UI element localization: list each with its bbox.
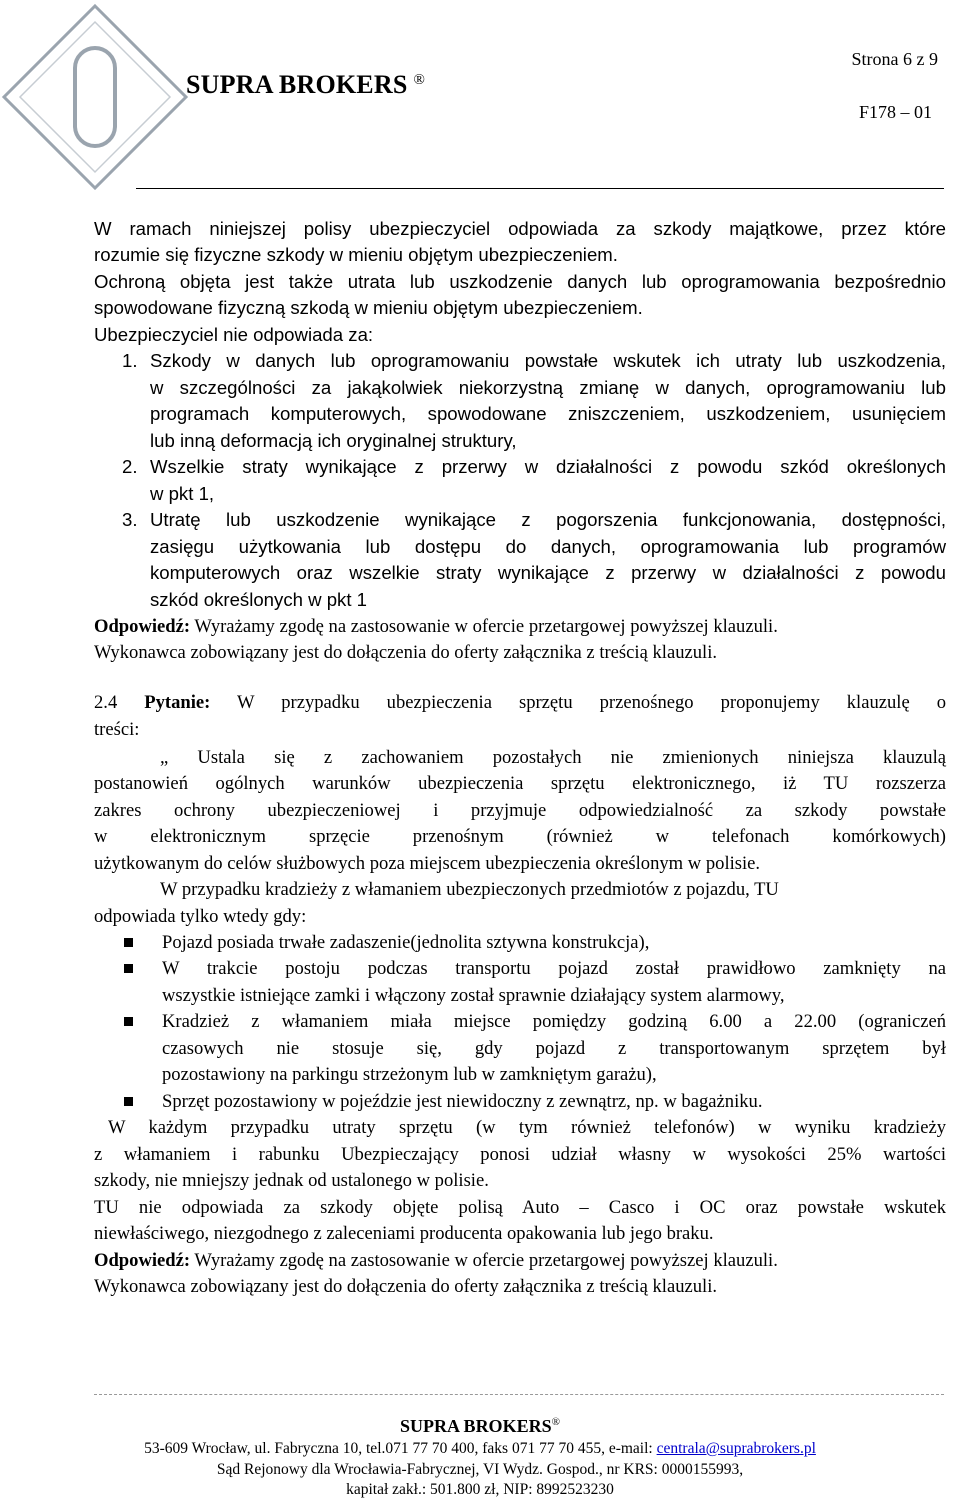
list-item-line: zasięgu użytkowania lub dostępu do danych, oprogramowania lub programów	[150, 536, 946, 557]
list-item-line: Szkody w danych lub oprogramowaniu powstałe wskutek ich utraty lub uszkodzenia,	[150, 350, 946, 371]
question-heading: 2.4 Pytanie: W przypadku ubezpieczenia sprzętu przenośnego proponujemy klauzulę o	[94, 692, 946, 713]
intro-line: rozumie się fizyczne szkody w mieniu objętym ubezpieczeniem.	[94, 244, 618, 265]
footer-address: 53-609 Wrocław, ul. Fabryczna 10, tel.071 77 70 400, faks 071 77 70 455, e-mail: centrala@suprabrokers.pl	[144, 1440, 816, 1457]
list-item-number: 2.	[122, 456, 138, 477]
intro-line: Ubezpieczyciel nie odpowiada za:	[94, 324, 374, 345]
intro-line: W ramach niniejszej polisy ubezpieczyciel odpowiada za szkody majątkowe, przez które	[94, 218, 946, 239]
clause-line: użytkowanym do celów służbowych poza miejscem ubezpieczenia określonym w polisie.	[94, 853, 761, 874]
theft-intro-line: W przypadku kradzieży z włamaniem ubezpieczonych przedmiotów z pojazdu, TU	[160, 879, 779, 900]
answer-line: Wykonawca zobowiązany jest do dołączenia do oferty załącznika z treścią klauzuli.	[94, 1276, 718, 1297]
deductible-line: szkody, nie mniejszy jednak od ustalonego w polisie.	[94, 1170, 489, 1191]
intro-line: Ochroną objęta jest także utrata lub uszkodzenie danych lub oprogramowania bezpośrednio	[94, 271, 946, 292]
exclusion-line: niewłaściwego, niezgodnego z zaleceniami producenta opakowania lub jego braku.	[94, 1223, 714, 1244]
condition-line: Pojazd posiada trwałe zadaszenie(jednolita sztywna konstrukcja),	[162, 932, 650, 953]
answer-label: Odpowiedź:	[94, 616, 191, 637]
list-item-line: programach komputerowych, spowodowane zniszczeniem, uszkodzeniem, usunięciem	[150, 403, 946, 424]
condition-line: wszystkie istniejące zamki i włączony został sprawnie działający system alarmowy,	[162, 985, 785, 1006]
answer-line: Wykonawca zobowiązany jest do dołączenia do oferty załącznika z treścią klauzuli.	[94, 642, 718, 663]
list-item-line: szkód określonych w pkt 1	[150, 589, 368, 610]
clause-line: postanowień ogólnych warunków ubezpieczenia sprzętu elektronicznego, iż TU rozszerza	[94, 773, 946, 794]
answer-paragraph: Odpowiedź: Wyrażamy zgodę na zastosowanie w ofercie przetargowej powyższej klauzuli.	[94, 616, 778, 637]
condition-line: czasowych nie stosuje się, gdy pojazd z transportowanym sprzętem był	[162, 1038, 946, 1059]
answer-label: Odpowiedź:	[94, 1250, 191, 1271]
theft-intro-line: odpowiada tylko wtedy gdy:	[94, 906, 307, 927]
page-indicator: Strona 6 z 9	[851, 49, 938, 69]
deductible-line: W każdym przypadku utraty sprzętu (w tym również telefonów) w wyniku kradzieży	[108, 1117, 946, 1138]
list-item-line: w pkt 1,	[150, 483, 215, 504]
bullet-icon	[124, 938, 133, 947]
form-code: F178 – 01	[858, 102, 932, 122]
exclusion-line: TU nie odpowiada za szkody objęte polisą Auto – Casco i OC oraz powstałe wskutek	[94, 1197, 946, 1218]
condition-line: Sprzęt pozostawiony w pojeździe jest niewidoczny z zewnątrz, np. w bagażniku.	[162, 1091, 763, 1112]
clause-line: w elektronicznym sprzęcie przenośnym (również w telefonach komórkowych)	[94, 826, 946, 847]
footer-court: Sąd Rejonowy dla Wrocławia-Fabrycznej, VI Wydz. Gospod., nr KRS: 0000155993,	[216, 1461, 744, 1478]
list-item-number: 1.	[122, 350, 138, 371]
list-item-line: komputerowych oraz wszelkie straty wynikające z przerwy w działalności z powodu	[150, 562, 946, 583]
footer-email-link[interactable]: centrala@suprabrokers.pl	[656, 1440, 816, 1457]
bullet-icon	[124, 1017, 133, 1026]
bullet-icon	[124, 964, 133, 973]
company-logo-icon	[0, 0, 200, 190]
list-item-line: Utratę lub uszkodzenie wynikające z pogorszenia funkcjonowania, dostępności,	[150, 509, 946, 530]
intro-line: spowodowane fizyczną szkodą w mieniu objętym ubezpieczeniem.	[94, 297, 643, 318]
footer-capital: kapitał zakł.: 501.800 zł, NIP: 8992523230	[346, 1481, 614, 1498]
deductible-line: z włamaniem i rabunku Ubezpieczający ponosi udział własny w wysokości 25% wartości	[94, 1144, 946, 1165]
bullet-icon	[124, 1097, 133, 1106]
answer-paragraph: Odpowiedź: Wyrażamy zgodę na zastosowanie w ofercie przetargowej powyższej klauzuli.	[94, 1250, 778, 1271]
footer-divider	[94, 1394, 944, 1395]
condition-line: Kradzież z włamaniem miała miejsce pomiędzy godziną 6.00 a 22.00 (ograniczeń	[162, 1011, 946, 1032]
header-divider	[136, 188, 944, 189]
condition-line: W trakcie postoju podczas transportu pojazd został prawidłowo zamknięty na	[162, 958, 946, 979]
header-brand: SUPRA BROKERS ®	[186, 70, 426, 99]
question-label: Pytanie:	[144, 692, 211, 713]
list-item-line: Wszelkie straty wynikające z przerwy w działalności z powodu szkód określonych	[150, 456, 946, 477]
clause-line: „ Ustala się z zachowaniem pozostałych nie zmienionych niniejsza klauzulą	[160, 747, 946, 768]
list-item-number: 3.	[122, 509, 138, 530]
list-item-line: lub inną deformacją ich oryginalnej struktury,	[150, 430, 517, 451]
condition-line: pozostawiony na parkingu strzeżonym lub w zamkniętym garażu),	[162, 1064, 657, 1085]
footer-brand: SUPRA BROKERS®	[400, 1416, 560, 1436]
clause-line: zakres ochrony ubezpieczeniowej i przyjmuje odpowiedzialność za szkody powstałe	[94, 800, 946, 821]
list-item-line: w szczególności za jakąkolwiek niekorzystną zmianę w danych, oprogramowaniu lub	[150, 377, 946, 398]
question-line: treści:	[94, 719, 140, 740]
